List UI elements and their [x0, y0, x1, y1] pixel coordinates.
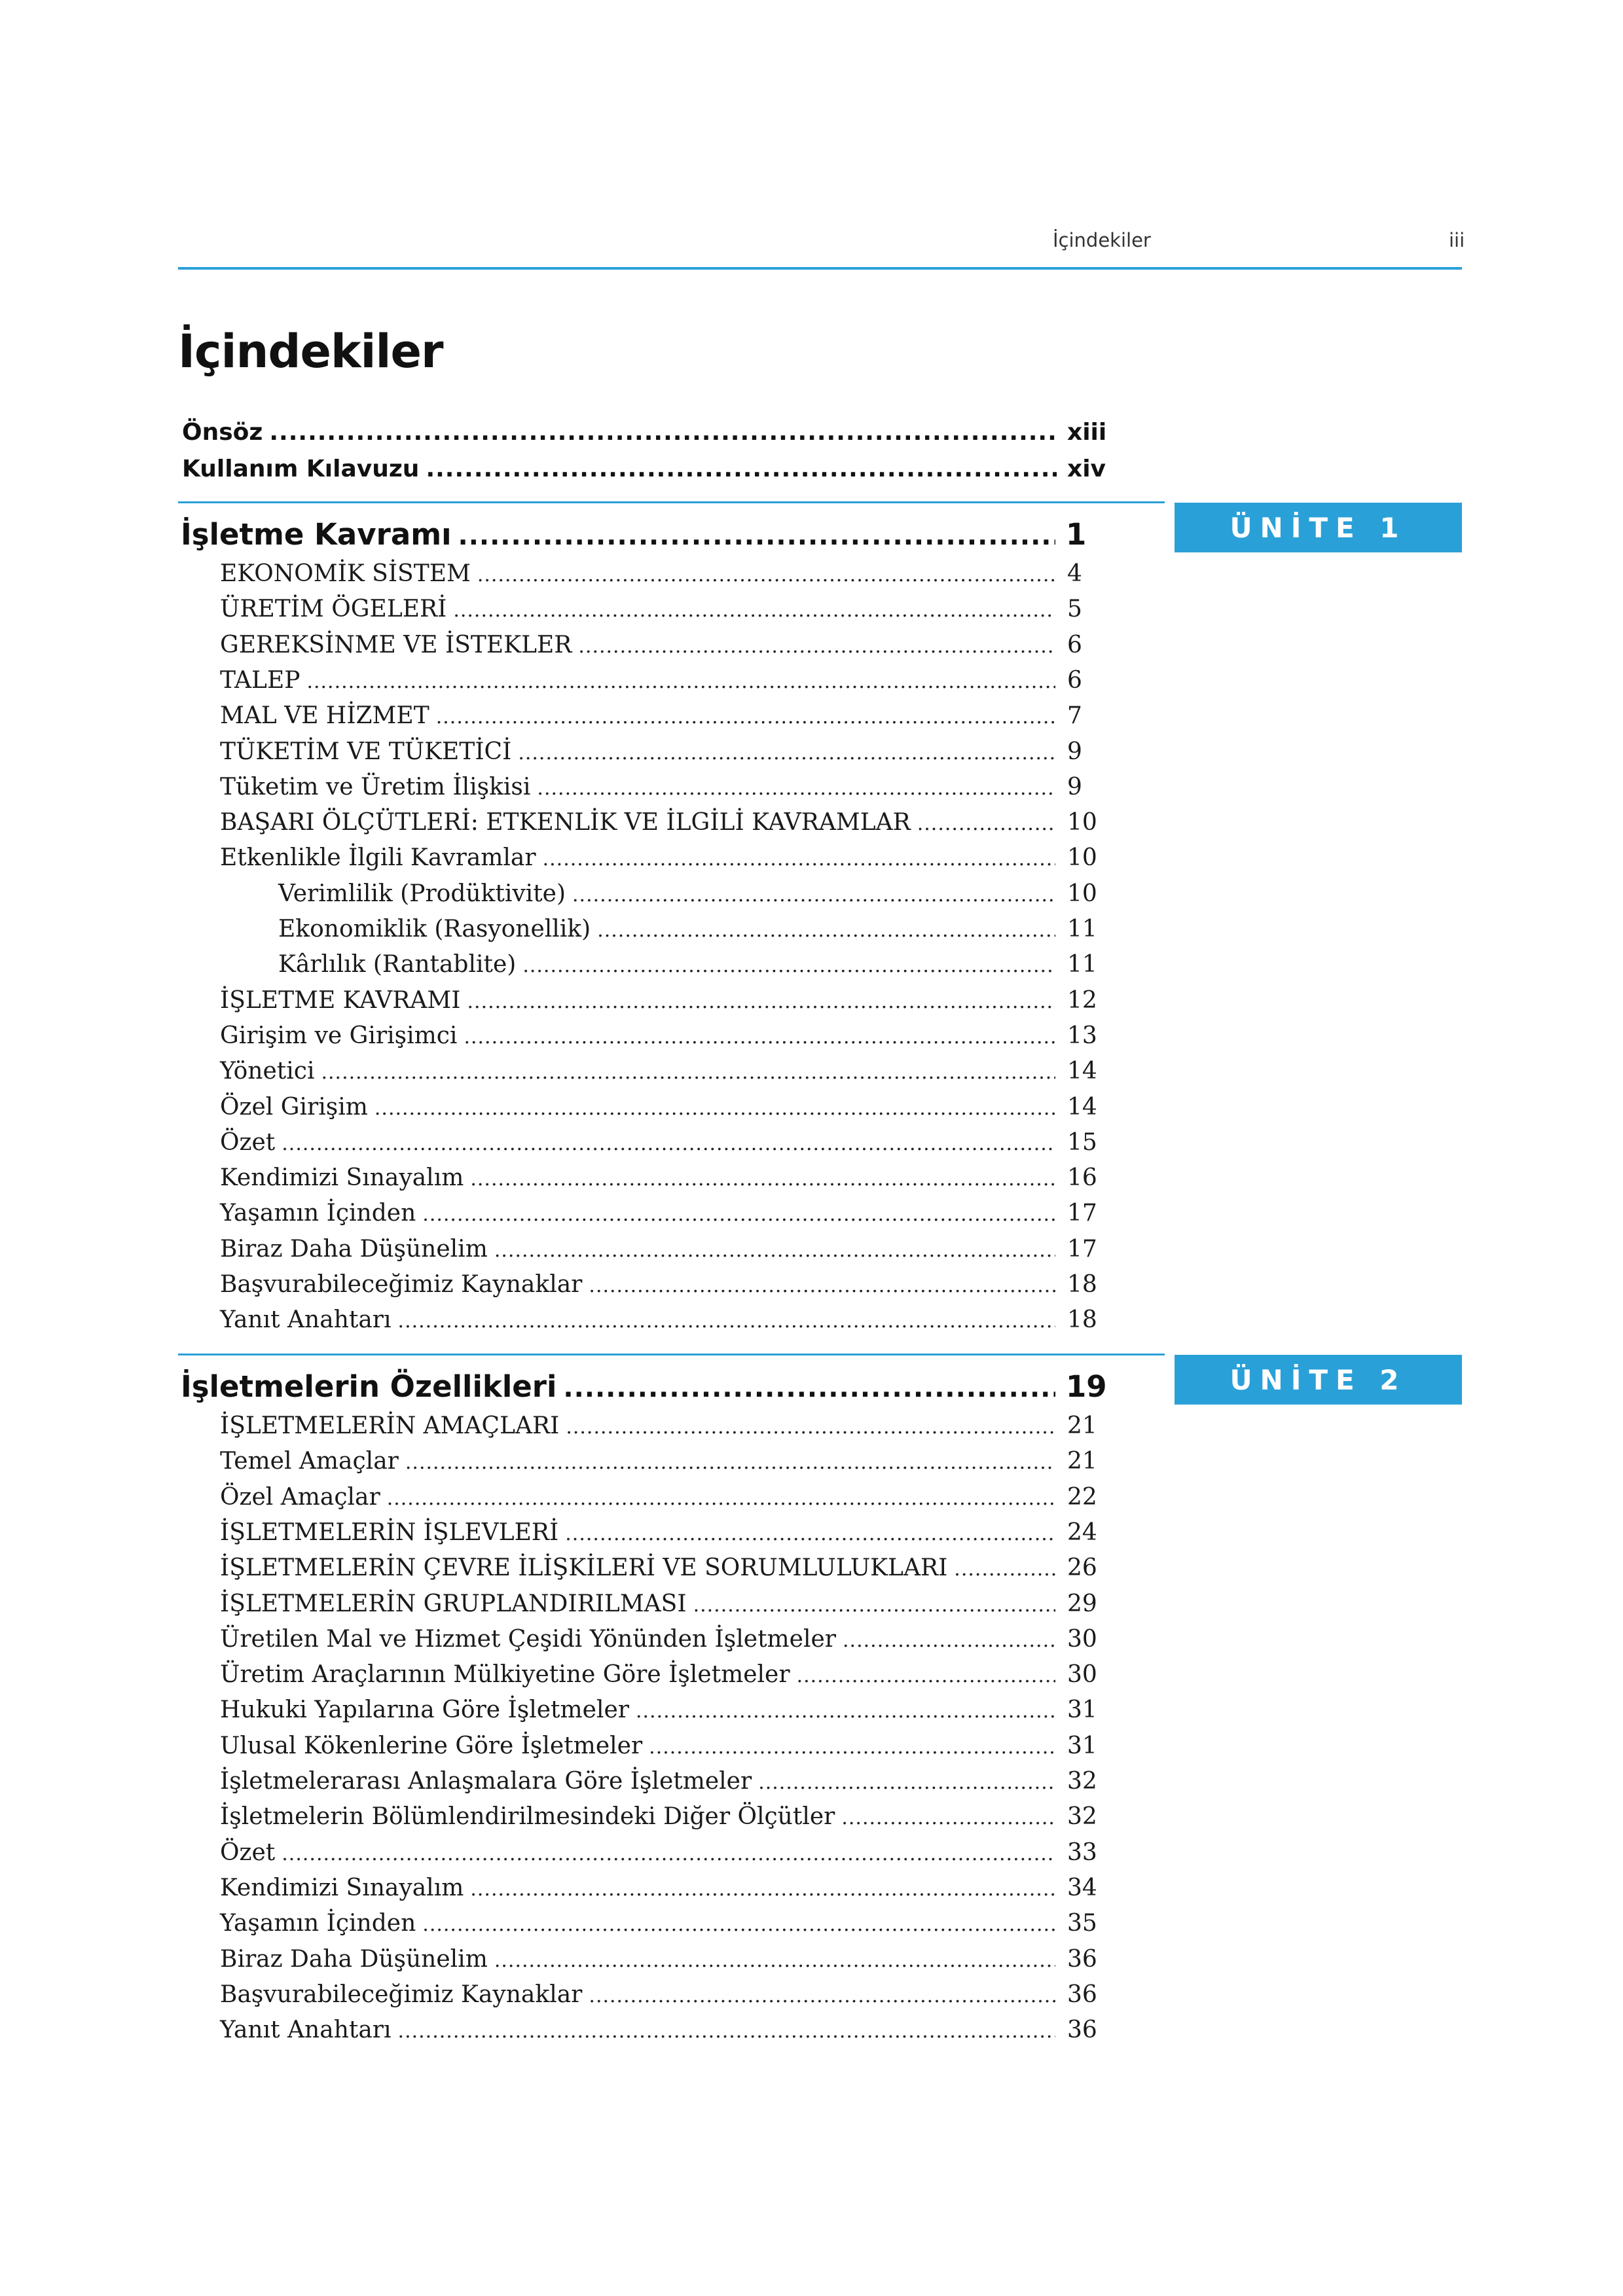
- toc-entry[interactable]: [220, 667, 1104, 694]
- toc-entry[interactable]: [220, 1306, 1104, 1333]
- toc-entry-page: 36: [1067, 2017, 1097, 2044]
- toc-entry-page: 17: [1067, 1200, 1097, 1227]
- dot-leader: [566, 1416, 1055, 1439]
- dot-leader: [841, 1806, 1055, 1829]
- toc-entry-label: İŞLETME KAVRAMI: [220, 986, 461, 1014]
- toc-entry[interactable]: [220, 596, 1104, 622]
- dot-leader: [597, 919, 1055, 942]
- toc-entry-page: 31: [1067, 1696, 1097, 1724]
- toc-entry-label: İşletmelerarası Anlaşmalara Göre İşletmeler: [220, 1768, 752, 1795]
- dot-leader: [843, 1629, 1055, 1652]
- toc-entry-page: 33: [1067, 1839, 1097, 1866]
- toc-entry-label: Yönetici: [220, 1058, 315, 1085]
- toc-entry-page: 24: [1067, 1518, 1097, 1546]
- dot-leader: [797, 1664, 1055, 1687]
- toc-entry-label: Yaşamın İçinden: [220, 1910, 416, 1937]
- toc-entry[interactable]: [220, 809, 1104, 836]
- dot-leader: [543, 848, 1055, 870]
- unit-title: İşletmelerin Özellikleri: [181, 1369, 557, 1404]
- toc-entry-label: Hukuki Yapılarına Göre İşletmeler: [220, 1696, 629, 1724]
- toc-entry-label: Ekonomiklik (Rasyonellik): [278, 916, 591, 942]
- toc-entry-label: Temel Amaçlar: [220, 1448, 399, 1475]
- toc-entry-page: 9: [1067, 773, 1082, 800]
- toc-entry-page: 36: [1067, 1981, 1097, 2008]
- dot-leader: [387, 1487, 1055, 1510]
- dot-leader: [494, 1239, 1055, 1262]
- dot-leader: [578, 635, 1055, 658]
- toc-entry[interactable]: [220, 1058, 1104, 1085]
- toc-entry-label: Kendimizi Sınayalım: [220, 1874, 464, 1901]
- dot-leader: [954, 1558, 1055, 1581]
- toc-entry[interactable]: [220, 1554, 1104, 1581]
- toc-entry[interactable]: [220, 560, 1104, 587]
- toc-entry-label: Yanıt Anahtarı: [220, 1306, 392, 1334]
- dot-leader: [649, 1736, 1055, 1759]
- toc-entry-page: 5: [1067, 596, 1082, 623]
- toc-entry[interactable]: [220, 1768, 1104, 1795]
- dot-leader: [464, 1026, 1055, 1049]
- toc-entry-label: Özet: [220, 1128, 276, 1156]
- toc-entry-label: Ulusal Kökenlerine Göre İşletmeler: [220, 1732, 643, 1759]
- toc-entry[interactable]: [220, 1129, 1104, 1156]
- toc-entry-label: Tüketim ve Üretim İlişkisi: [220, 773, 531, 800]
- toc-entry-label: Kendimizi Sınayalım: [220, 1164, 464, 1192]
- toc-entry-page: 32: [1067, 1768, 1097, 1795]
- dot-leader: [426, 456, 1057, 482]
- toc-entry-page: 9: [1067, 738, 1082, 765]
- dot-leader: [398, 1310, 1055, 1333]
- toc-entry[interactable]: [220, 702, 1104, 729]
- unit-1-badge: ÜNİTE 1: [1175, 503, 1462, 552]
- toc-entry-label: Kullanım Kılavuzu: [182, 456, 420, 482]
- dot-leader: [758, 1771, 1055, 1794]
- dot-leader: [470, 1168, 1055, 1191]
- toc-entry[interactable]: [220, 1200, 1104, 1227]
- unit-2-heading[interactable]: [181, 1369, 1105, 1404]
- toc-entry-label: Önsöz: [182, 419, 263, 446]
- toc-entry-label: Başvurabileceğimiz Kaynaklar: [220, 1271, 583, 1298]
- toc-entry[interactable]: [220, 1626, 1104, 1653]
- toc-entry-page: 22: [1067, 1483, 1097, 1511]
- toc-entry-label: Yaşamın İçinden: [220, 1200, 416, 1227]
- toc-entry[interactable]: [220, 1696, 1104, 1723]
- toc-entry-label: BAŞARI ÖLÇÜTLERİ: ETKENLİK VE İLGİLİ KAVRAMLAR: [220, 809, 911, 836]
- toc-entry-page: 31: [1067, 1732, 1097, 1759]
- dot-leader: [269, 419, 1057, 446]
- toc-entry-label: Etkenlikle İlgili Kavramlar: [220, 844, 536, 872]
- dot-leader: [636, 1700, 1055, 1723]
- toc-entry[interactable]: [220, 844, 1104, 871]
- dot-leader: [477, 564, 1055, 586]
- dot-leader: [422, 1203, 1055, 1226]
- toc-entry-page: 18: [1067, 1306, 1097, 1334]
- toc-entry-page: 10: [1067, 809, 1097, 836]
- toc-entry[interactable]: [220, 1839, 1104, 1866]
- toc-entry-page: 35: [1067, 1910, 1097, 1937]
- toc-entry-page: 12: [1067, 986, 1097, 1014]
- page-title: İçindekiler: [178, 325, 443, 378]
- toc-entry[interactable]: [220, 1271, 1104, 1298]
- toc-entry-page: 34: [1067, 1874, 1097, 1901]
- toc-entry-page: xiii: [1067, 419, 1107, 446]
- dot-leader: [458, 521, 1055, 551]
- toc-entry-page: 16: [1067, 1164, 1097, 1192]
- dot-leader: [467, 990, 1056, 1013]
- toc-entry[interactable]: [220, 1519, 1104, 1546]
- toc-entry-page: 21: [1067, 1412, 1097, 1439]
- dot-leader: [522, 954, 1055, 977]
- toc-entry[interactable]: [220, 2017, 1104, 2043]
- toc-entry[interactable]: [278, 916, 1104, 942]
- dot-leader: [917, 812, 1055, 835]
- toc-entry-page: 21: [1067, 1448, 1097, 1475]
- toc-entry[interactable]: [220, 1022, 1104, 1049]
- dot-leader: [572, 884, 1055, 906]
- toc-entry[interactable]: [220, 1164, 1104, 1191]
- dot-leader: [494, 1949, 1055, 1972]
- toc-entry-page: 30: [1067, 1661, 1097, 1689]
- toc-entry-label: Özel Girişim: [220, 1093, 368, 1121]
- toc-entry-label: Üretim Araçlarının Mülkiyetine Göre İşletmeler: [220, 1661, 790, 1689]
- toc-entry[interactable]: [220, 1590, 1104, 1617]
- toc-front-entry[interactable]: [182, 456, 1106, 482]
- toc-entry-page: 7: [1067, 702, 1082, 730]
- unit-1-rule: [178, 501, 1165, 503]
- toc-entry-label: Kârlılık (Rantablite): [278, 951, 517, 978]
- toc-entry-label: ÜRETİM ÖGELERİ: [220, 596, 447, 623]
- toc-entry-page: 18: [1067, 1271, 1097, 1298]
- toc-entry-page: xiv: [1067, 456, 1106, 482]
- toc-entry-label: Başvurabileceğimiz Kaynaklar: [220, 1981, 583, 2008]
- toc-entry-page: 6: [1067, 666, 1082, 694]
- toc-entry[interactable]: [220, 1661, 1104, 1688]
- toc-entry[interactable]: [220, 1448, 1104, 1475]
- toc-entry-label: Biraz Daha Düşünelim: [220, 1945, 488, 1973]
- dot-leader: [518, 742, 1055, 764]
- dot-leader: [537, 777, 1055, 800]
- dot-leader: [563, 1373, 1055, 1403]
- dot-leader: [405, 1451, 1055, 1474]
- dot-leader: [282, 1132, 1055, 1155]
- toc-entry-label: Yanıt Anahtarı: [220, 2017, 392, 2044]
- toc-entry-page: 32: [1067, 1803, 1097, 1831]
- dot-leader: [565, 1522, 1055, 1545]
- dot-leader: [589, 1984, 1055, 2007]
- toc-entry-page: 13: [1067, 1022, 1097, 1049]
- toc-entry-page: 30: [1067, 1625, 1097, 1653]
- dot-leader: [282, 1842, 1055, 1865]
- dot-leader: [422, 1913, 1055, 1936]
- toc-entry-label: İŞLETMELERİN ÇEVRE İLİŞKİLERİ VE SORUMLULUKLARI: [220, 1554, 948, 1582]
- toc-entry-label: İŞLETMELERİN AMAÇLARI: [220, 1412, 560, 1439]
- toc-front-entry[interactable]: [182, 419, 1106, 446]
- toc-entry[interactable]: [278, 880, 1104, 907]
- toc-entry-page: 11: [1067, 916, 1097, 942]
- toc-entry[interactable]: [220, 1803, 1104, 1830]
- toc-entry-label: Biraz Daha Düşünelim: [220, 1235, 488, 1263]
- dot-leader: [470, 1878, 1055, 1901]
- unit-page: 1: [1066, 517, 1087, 552]
- toc-entry-page: 15: [1067, 1128, 1097, 1156]
- toc-entry[interactable]: [220, 632, 1104, 658]
- toc-entry-label: EKONOMİK SİSTEM: [220, 560, 471, 587]
- toc-entry-page: 10: [1067, 880, 1097, 907]
- toc-entry[interactable]: [220, 1874, 1104, 1901]
- toc-entry-label: TALEP: [220, 666, 301, 694]
- unit-1-heading[interactable]: [181, 517, 1105, 552]
- toc-entry-label: MAL VE HİZMET: [220, 702, 429, 730]
- dot-leader: [321, 1061, 1055, 1084]
- unit-2-badge: ÜNİTE 2: [1175, 1355, 1462, 1405]
- dot-leader: [436, 706, 1055, 728]
- toc-entry[interactable]: [220, 1412, 1104, 1439]
- toc-entry[interactable]: [220, 1732, 1104, 1759]
- dot-leader: [306, 670, 1055, 693]
- toc-entry-page: 29: [1067, 1590, 1097, 1617]
- toc-entry-label: TÜKETİM VE TÜKETİCİ: [220, 738, 512, 765]
- toc-entry-label: İşletmelerin Bölümlendirilmesindeki Diğer Ölçütler: [220, 1803, 835, 1831]
- toc-entry[interactable]: [220, 1981, 1104, 2008]
- toc-entry-page: 11: [1067, 951, 1097, 978]
- toc-entry-page: 36: [1067, 1945, 1097, 1973]
- toc-entry-page: 17: [1067, 1235, 1097, 1263]
- toc-entry-page: 26: [1067, 1554, 1097, 1582]
- running-header-page-number: iii: [1449, 229, 1465, 251]
- dot-leader: [693, 1594, 1055, 1617]
- toc-entry[interactable]: [220, 1094, 1104, 1121]
- toc-entry[interactable]: [220, 774, 1104, 800]
- toc-entry[interactable]: [220, 1484, 1104, 1511]
- header-rule: [178, 267, 1462, 270]
- dot-leader: [453, 599, 1055, 622]
- running-header-title: İçindekiler: [1053, 229, 1151, 251]
- toc-entry-label: İŞLETMELERİN İŞLEVLERİ: [220, 1518, 559, 1546]
- dot-leader: [589, 1274, 1055, 1297]
- unit-page: 19: [1066, 1369, 1107, 1404]
- toc-entry[interactable]: [220, 987, 1104, 1014]
- toc-entry-label: Verimlilik (Prodüktivite): [278, 880, 566, 907]
- toc-entry-label: GEREKSİNME VE İSTEKLER: [220, 631, 572, 658]
- toc-entry-page: 10: [1067, 844, 1097, 872]
- toc-entry[interactable]: [220, 1946, 1104, 1973]
- toc-entry-page: 6: [1067, 631, 1082, 658]
- toc-entry-label: İŞLETMELERİN GRUPLANDIRILMASI: [220, 1590, 687, 1617]
- toc-entry-page: 14: [1067, 1058, 1097, 1085]
- dot-leader: [398, 2020, 1055, 2043]
- unit-2-rule: [178, 1354, 1165, 1355]
- unit-title: İşletme Kavramı: [181, 517, 452, 552]
- toc-entry-page: 14: [1067, 1093, 1097, 1121]
- toc-entry[interactable]: [220, 738, 1104, 765]
- toc-entry-page: 4: [1067, 560, 1082, 587]
- toc-entry-label: Özel Amaçlar: [220, 1483, 380, 1511]
- toc-entry[interactable]: [220, 1236, 1104, 1263]
- toc-entry-label: Girişim ve Girişimci: [220, 1022, 458, 1049]
- toc-entry[interactable]: [278, 951, 1104, 978]
- toc-entry[interactable]: [220, 1910, 1104, 1937]
- dot-leader: [374, 1097, 1055, 1120]
- toc-entry-label: Özet: [220, 1839, 276, 1866]
- toc-entry-label: Üretilen Mal ve Hizmet Çeşidi Yönünden İşletmeler: [220, 1625, 837, 1653]
